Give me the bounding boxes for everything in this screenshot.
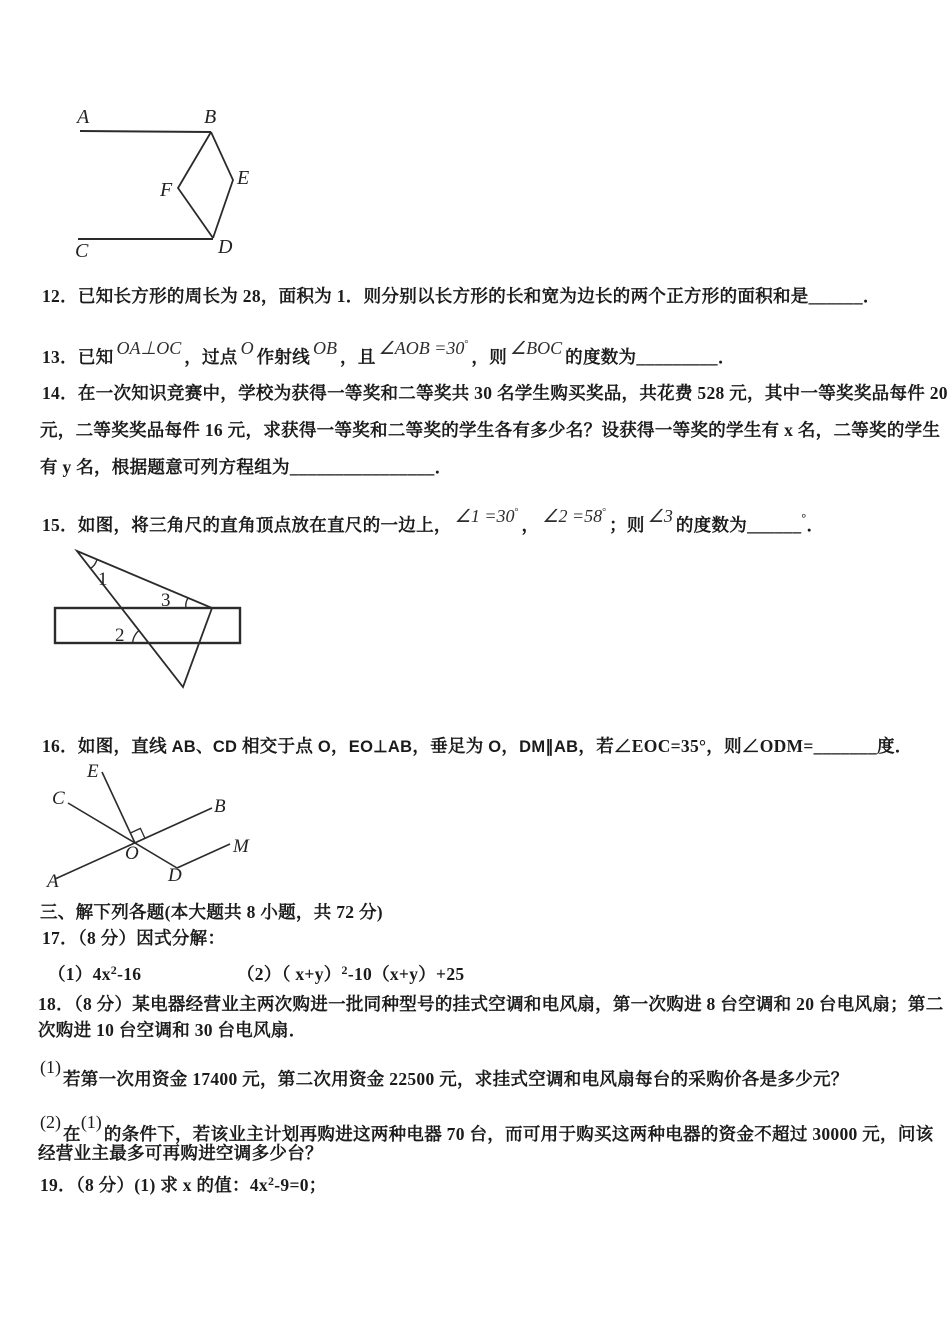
question-14-line2: 元，二等奖奖品每件 16 元，求获得一等奖和二等奖的学生各有多少名？设获得一等奖的学生有 x 名，二等奖的学生	[40, 420, 941, 440]
q16-number: 16．	[42, 736, 78, 756]
question-12: 12．已知长方形的周长为 28，面积为 1．则分别以长方形的长和宽为边长的两个正方形的面积和是______．	[42, 286, 881, 306]
q12-answer-blank: ______	[808, 286, 863, 306]
q13-answer-blank: _________	[636, 347, 718, 367]
question-17-part1: $(1)4x^2-16$	[48, 963, 142, 984]
fig3-label-c: C	[52, 788, 65, 809]
q13-math-angle-boc: ∠BOC	[510, 338, 563, 358]
q15-math-angle2: ∠2 =58°	[542, 506, 607, 526]
fig1-label-e: E	[237, 167, 250, 189]
q13-math-point-o: O	[240, 338, 254, 358]
q18-part2-ref-marker: (1)	[80, 1112, 102, 1132]
question-18-part2-line1: (2)在(1)的条件下，若该业主计划再购进这两种电器 70 台，而可用于购买这两种电器的资金不超过 30000 元，问该	[40, 1112, 934, 1144]
q19-exponent: 2	[267, 1174, 275, 1188]
question-14-line3: 有 y 名，根据题意可列方程组为________________．	[40, 457, 453, 477]
q15-answer-blank: ______	[747, 515, 802, 535]
q18-part2-marker: (2)	[40, 1112, 61, 1132]
figure-triangle-ruler	[40, 540, 260, 700]
q14-answer-blank: ________________	[289, 457, 435, 477]
q12-text: 已知长方形的周长为 28，面积为 1．则分别以长方形的长和宽为边长的两个正方形的面积和是	[77, 286, 809, 306]
fig1-label-d: D	[218, 236, 233, 258]
question-17: 17．（8 分）因式分解：	[42, 928, 226, 948]
question-17-part2: （2）（ x+y）$^2$-10（x+y）+25	[237, 963, 465, 984]
fig1-label-b: B	[204, 106, 217, 128]
q18-part1-marker: (1)	[40, 1057, 61, 1077]
q13-math-angle-aob: ∠AOB =30°	[378, 338, 469, 358]
fig3-label-m: M	[233, 836, 249, 857]
question-16: 16．如图，直线 AB、CD 相交于点 O，EO⊥AB，垂足为 O，DM∥AB，若∠EOC=35°，则∠ODM=_______度．	[42, 736, 913, 756]
fig1-label-f: F	[160, 179, 173, 201]
q12-number: 12．	[42, 286, 78, 306]
q15-math-angle3: ∠3	[647, 506, 673, 526]
fig3-label-d: D	[168, 865, 182, 886]
fig1-label-a: A	[77, 106, 90, 128]
q15-math-angle1: ∠1 =30°	[454, 506, 519, 526]
q13-math-ob: OB	[313, 338, 338, 358]
question-18-part2-line2: 经营业主最多可再购进空调多少台？	[38, 1143, 323, 1163]
fig3-label-b: B	[214, 796, 226, 817]
question-15: 15．如图，将三角尺的直角顶点放在直尺的一边上， ∠1 =30°， ∠2 =58°；则 ∠3 的度数为______°．	[42, 501, 824, 537]
question-18-line1: 18．（8 分）某电器经营业主两次购进一批同种型号的挂式空调和电风扇，第一次购进 8 台空调和 20 台电风扇；第二	[38, 994, 944, 1014]
fig3-label-o: O	[125, 843, 139, 864]
figure-intersecting-lines	[35, 755, 260, 895]
fig3-label-e: E	[87, 761, 99, 782]
q17-p2-exponent: 2	[341, 963, 348, 977]
figure-parallel-lines-befd	[55, 95, 270, 270]
fig2-angle1-label: 1	[98, 569, 108, 590]
fig2-angle3-label: 3	[161, 590, 171, 611]
question-13: 13．已知 OA⊥OC ，过点 O 作射线 OB ，且 ∠AOB =30°，则 ∠BOC 的度数为_________．	[42, 333, 736, 369]
q16-answer-blank: _______	[813, 736, 877, 756]
fig3-label-a: A	[47, 871, 59, 892]
fig1-label-c: C	[75, 240, 89, 262]
question-14-line1: 14．在一次知识竞赛中，学校为获得一等奖和二等奖共 30 名学生购买奖品，共花费 528 元，其中一等奖奖品每件 20	[42, 383, 948, 403]
q17-p1-exponent: 2	[110, 963, 118, 977]
section-3-header: 三、解下列各题(本大题共 8 小题，共 72 分)	[40, 902, 383, 922]
q15-number: 15．	[42, 515, 78, 535]
q13-math-oa-perp-oc: OA⊥OC	[116, 338, 182, 358]
question-19: 19．（8 分）(1) 求 x 的值：$4x^2-9=0$；	[40, 1174, 327, 1195]
q13-number: 13．	[42, 347, 78, 367]
fig2-angle2-label: 2	[115, 625, 125, 646]
question-18-line2: 次购进 10 台空调和 30 台电风扇．	[38, 1020, 307, 1040]
question-18-part1: (1)若第一次用资金 17400 元，第二次用资金 22500 元，求挂式空调和电风扇每台的采购价各是多少元？	[40, 1057, 849, 1089]
